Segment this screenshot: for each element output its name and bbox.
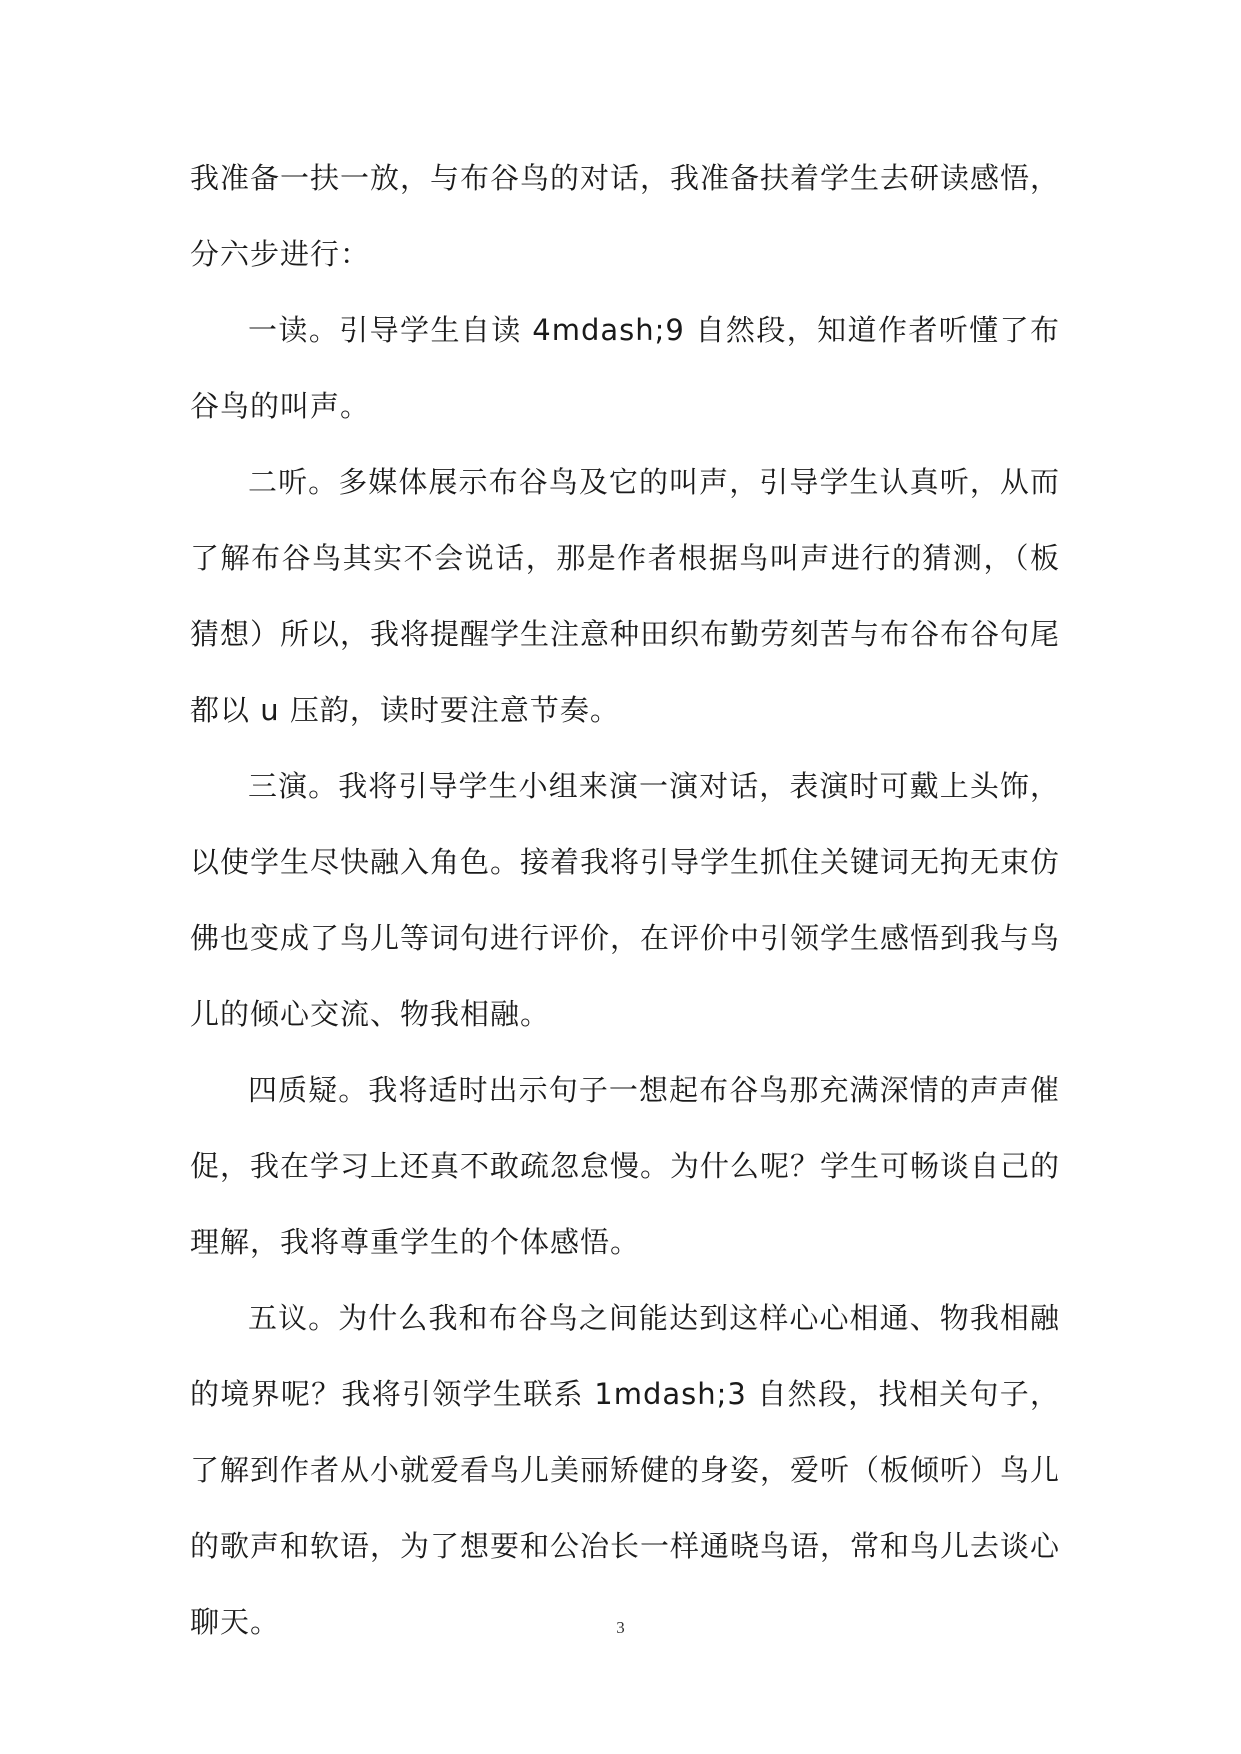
paragraph-intro: 我准备一扶一放，与布谷鸟的对话，我准备扶着学生去研读感悟，分六步进行：: [190, 161, 1061, 271]
page-number: 3: [616, 1618, 625, 1637]
paragraph-step-read: 一读。引导学生自读 4mdash;9 自然段，知道作者听懂了布谷鸟的叫声。: [190, 313, 1060, 423]
paragraph-step-question: 四质疑。我将适时出示句子一想起布谷鸟那充满深情的声声催促，我在学习上还真不敢疏忽怠慢。为什么呢？学生可畅谈自己的理解，我将尊重学生的个体感悟。: [190, 1073, 1061, 1259]
document-body: [190, 140, 1060, 1660]
paragraph-step-discuss: 五议。为什么我和布谷鸟之间能达到这样心心相通、物我相融的境界呢？我将引领学生联系 1mdash;3 自然段，找相关句子，了解到作者从小就爱看鸟儿美丽矫健的身姿，爱听（板倾听）鸟儿的歌声和软语，为了想要和公冶长一样通晓鸟语，常和鸟儿去谈心聊天。: [190, 1301, 1061, 1639]
paragraph-step-listen: 二听。多媒体展示布谷鸟及它的叫声，引导学生认真听，从而了解布谷鸟其实不会说话，那是作者根据鸟叫声进行的猜测，（板猜想）所以，我将提醒学生注意种田织布勤劳刻苦与布谷布谷句尾都以 u 压韵，读时要注意节奏。: [190, 465, 1061, 727]
paragraph-step-act: 三演。我将引导学生小组来演一演对话，表演时可戴上头饰，以使学生尽快融入角色。接着我将引导学生抓住关键词无拘无束仿佛也变成了鸟儿等词句进行评价，在评价中引领学生感悟到我与鸟儿的倾心交流、物我相融。: [190, 769, 1061, 1031]
